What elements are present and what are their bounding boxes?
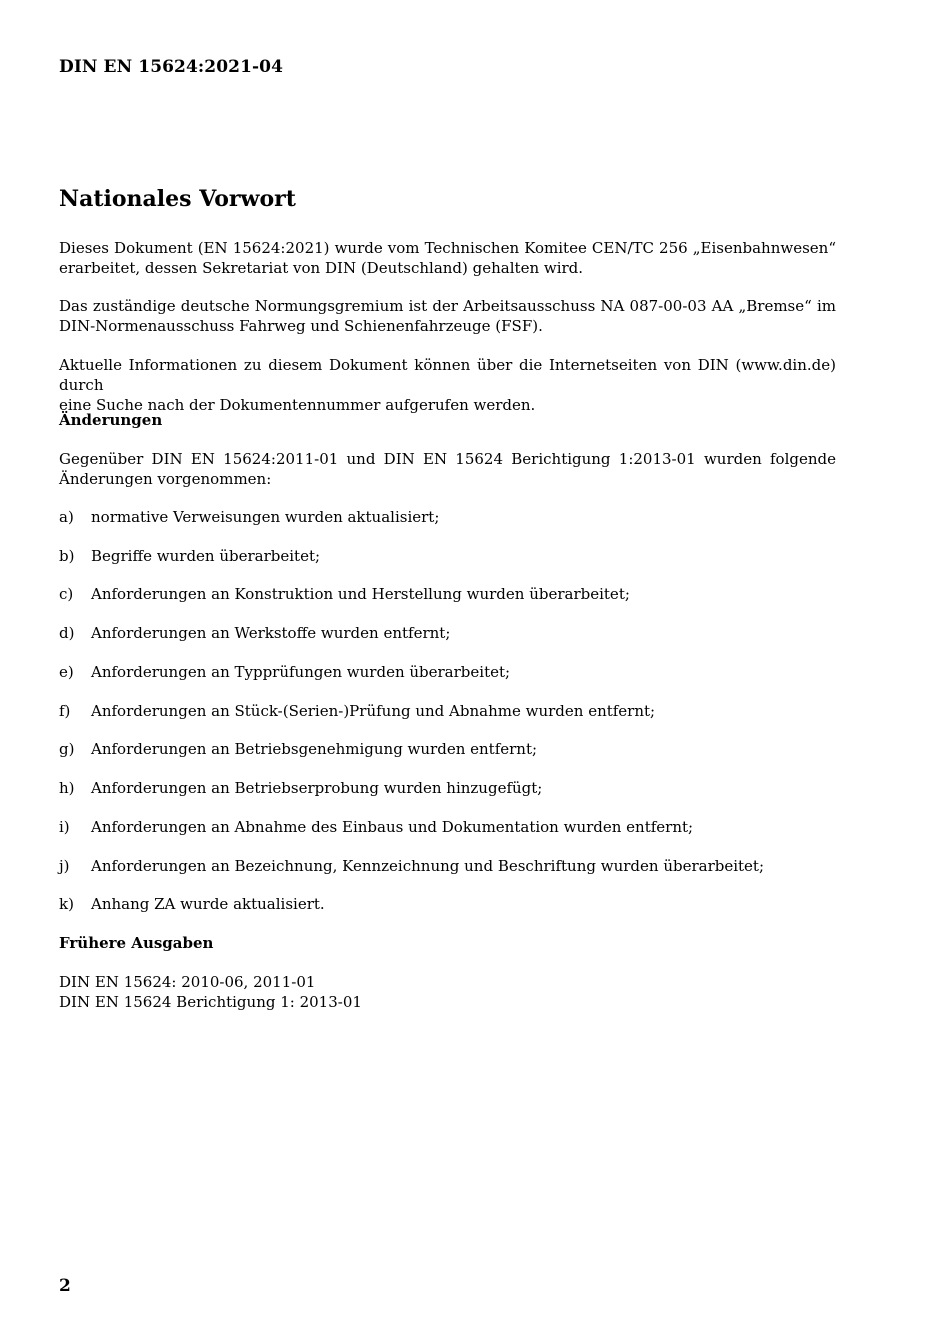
list-item [59,584,836,604]
list-marker: f) [59,702,71,720]
list-marker: k) [59,895,74,913]
list-item [59,817,836,837]
list-marker: j) [59,857,70,875]
paragraph-line: Änderungen vorgenommen: [59,470,272,488]
list-item-text: Anforderungen an Konstruktion und Herstellung wurden überarbeitet; [91,585,630,603]
list-item [59,623,836,643]
paragraph-current-info [59,355,836,415]
list-item-text: normative Verweisungen wurden aktualisiert; [91,508,440,526]
paragraph-line: Aktuelle Informationen zu diesem Dokument können über die Internetseiten von DIN (www.din.de) durch [59,356,836,394]
list-item [59,739,836,759]
list-item [59,701,836,721]
page-title: Nationales Vorwort [59,186,296,212]
list-item-text: Anforderungen an Abnahme des Einbaus und Dokumentation wurden entfernt; [91,818,694,836]
paragraph-committee [59,296,836,336]
list-item-text: Anforderungen an Bezeichnung, Kennzeichnung und Beschriftung wurden überarbeitet; [91,857,765,875]
list-item [59,507,836,527]
list-item-text: Begriffe wurden überarbeitet; [91,547,321,565]
list-marker: i) [59,818,70,836]
list-item-text: Anforderungen an Werkstoffe wurden entfernt; [91,624,451,642]
list-marker: h) [59,779,75,797]
list-marker: g) [59,740,75,758]
changes-heading: Änderungen [59,411,163,429]
list-marker: d) [59,624,75,642]
paragraph-document-origin [59,238,836,278]
previous-editions-heading: Frühere Ausgaben [59,934,214,952]
list-item-text: Anhang ZA wurde aktualisiert. [91,895,325,913]
paragraph-line: DIN-Normenausschuss Fahrweg und Schienenfahrzeuge (FSF). [59,317,543,335]
list-item [59,894,836,914]
paragraph-line: Das zuständige deutsche Normungsgremium ist der Arbeitsausschuss NA 087-00-03 AA „Bremse“ im [59,297,836,315]
previous-edition-line: DIN EN 15624 Berichtigung 1: 2013-01 [59,993,362,1011]
list-item-text: Anforderungen an Betriebserprobung wurden hinzugefügt; [91,779,543,797]
previous-edition-line: DIN EN 15624: 2010-06, 2011-01 [59,973,316,991]
paragraph-line: eine Suche nach der Dokumentennummer aufgerufen werden. [59,396,536,414]
page-number: 2 [59,1276,71,1296]
list-marker: b) [59,547,75,565]
changes-intro [59,449,836,489]
paragraph-line: erarbeitet, dessen Sekretariat von DIN (Deutschland) gehalten wird. [59,259,584,277]
document-id: DIN EN 15624:2021-04 [59,57,284,77]
list-item-text: Anforderungen an Betriebsgenehmigung wurden entfernt; [91,740,538,758]
list-item [59,856,836,876]
paragraph-line: Dieses Dokument (EN 15624:2021) wurde vom Technischen Komitee CEN/TC 256 „Eisenbahnwesen“ [59,239,836,257]
list-item-text: Anforderungen an Stück-(Serien-)Prüfung und Abnahme wurden entfernt; [91,702,656,720]
list-item-text: Anforderungen an Typprüfungen wurden überarbeitet; [91,663,511,681]
list-marker: e) [59,663,74,681]
list-item [59,778,836,798]
list-item [59,662,836,682]
list-item [59,546,836,566]
paragraph-line: Gegenüber DIN EN 15624:2011-01 und DIN EN 15624 Berichtigung 1:2013-01 wurden folgende [59,450,836,468]
list-marker: a) [59,508,74,526]
list-marker: c) [59,585,74,603]
